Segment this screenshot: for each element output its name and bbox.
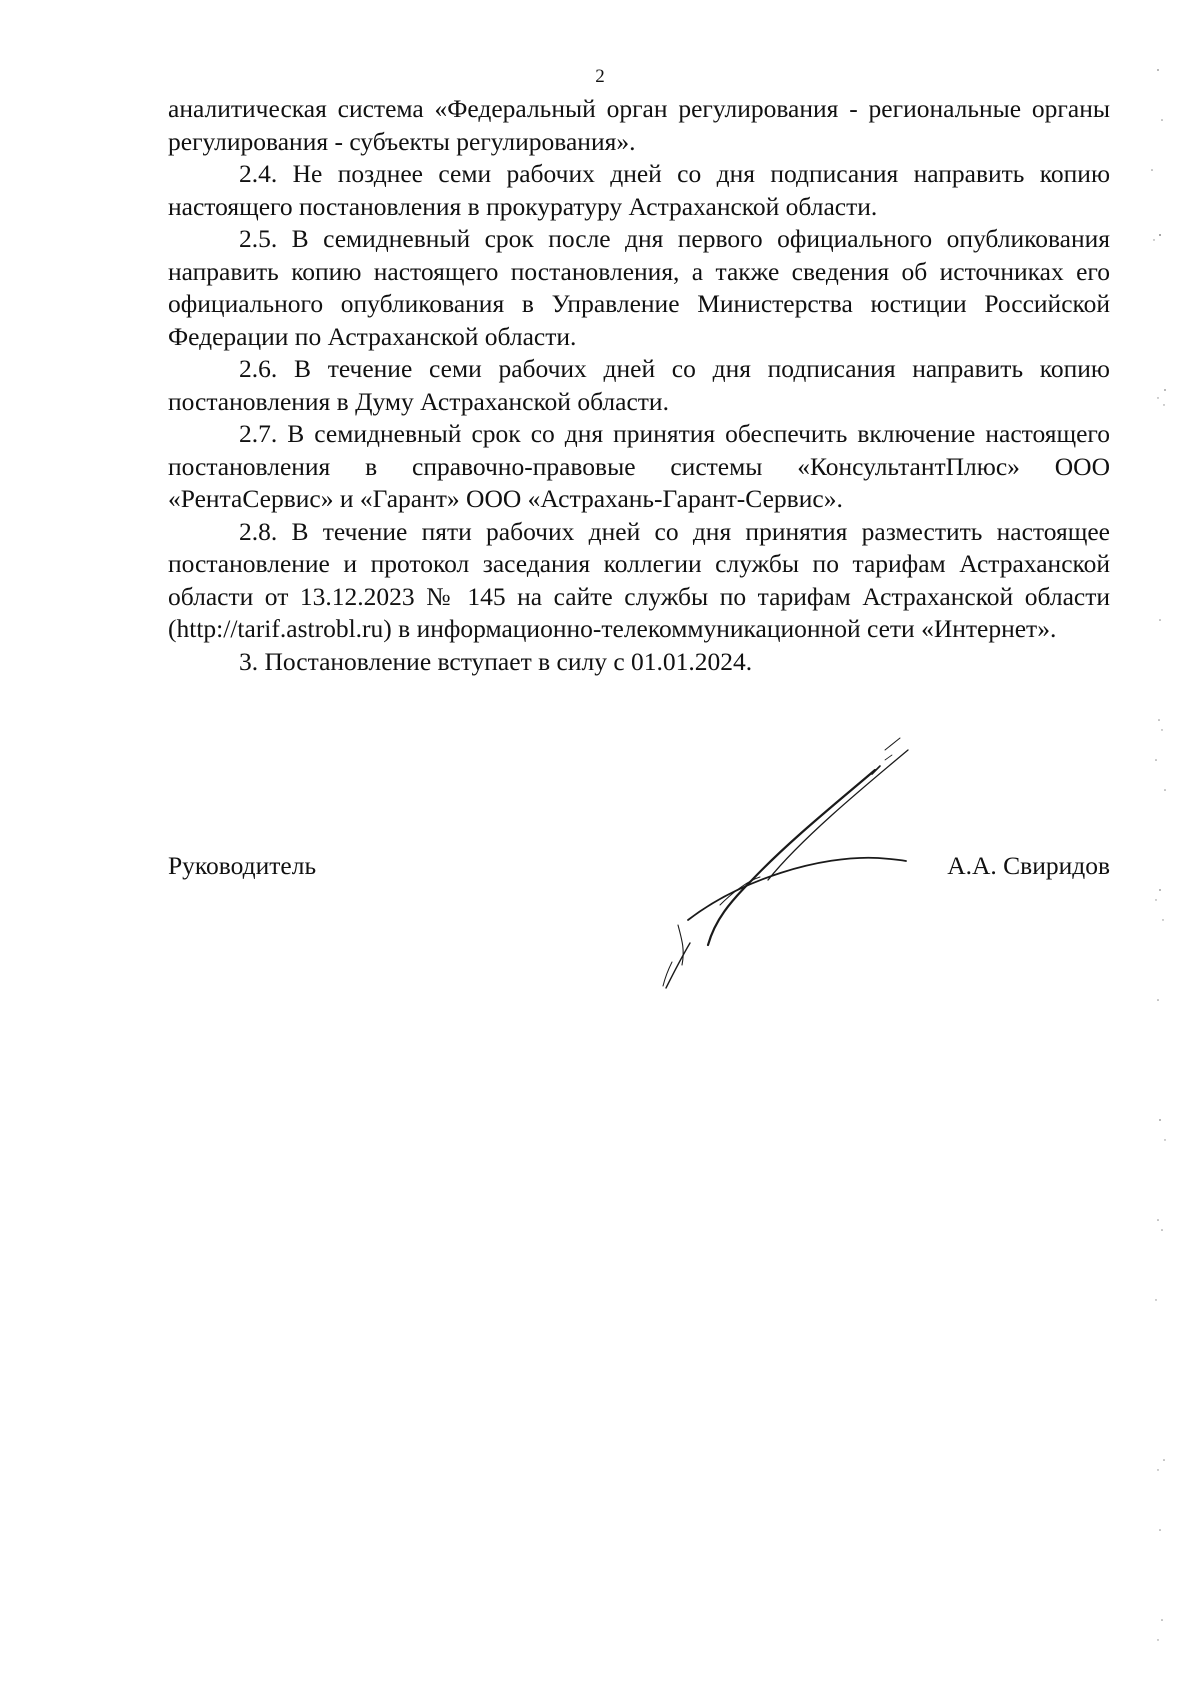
paragraph-2-8: 2.8. В течение пяти рабочих дней со дня принятия разместить настоящее постановление и протокол заседания коллегии службы по тарифам Астраханской области от 13.12.2023 № 145 на сайте службы по тарифам Астраханской области (http://tarif.astrobl.ru) в информационно-телекоммуникационной сети «Интернет». xyxy=(168,516,1110,643)
signatory-title: Руководитель xyxy=(168,851,317,880)
paragraph-continuation: аналитическая система «Федеральный орган регулирования - региональные органы регулирования - субъекты регулирования». xyxy=(168,94,1110,156)
paragraph-2-6: 2.6. В течение семи рабочих дней со дня подписания направить копию постановления в Думу Астраханской области. xyxy=(168,354,1110,416)
signatory-name: А.А. Свиридов xyxy=(947,851,1110,880)
paragraph-2-7: 2.7. В семидневный срок со дня принятия обеспечить включение настоящего постановления в справочно-правовые системы «КонсультантПлюс» ООО «РентаСервис» и «Гарант» ООО «Астрахань-Гарант-Сервис». xyxy=(168,419,1110,513)
page-number: 2 xyxy=(595,66,605,87)
paragraph-2-4: 2.4. Не позднее семи рабочих дней со дня подписания направить копию настоящего постановления в прокуратуру Астраханской области. xyxy=(168,159,1110,221)
paragraph-3: 3. Постановление вступает в силу с 01.01.2024. xyxy=(239,646,753,676)
paragraph-2-5: 2.5. В семидневный срок после дня первого официального опубликования направить копию настоящего постановления, а также сведения об источниках его официального опубликования в Управление Министерства юстиции Российской Федерации по Астраханской области. xyxy=(168,224,1110,351)
document-body xyxy=(168,93,1110,678)
signature-block xyxy=(168,850,1110,884)
scan-specks xyxy=(1140,60,1200,1697)
